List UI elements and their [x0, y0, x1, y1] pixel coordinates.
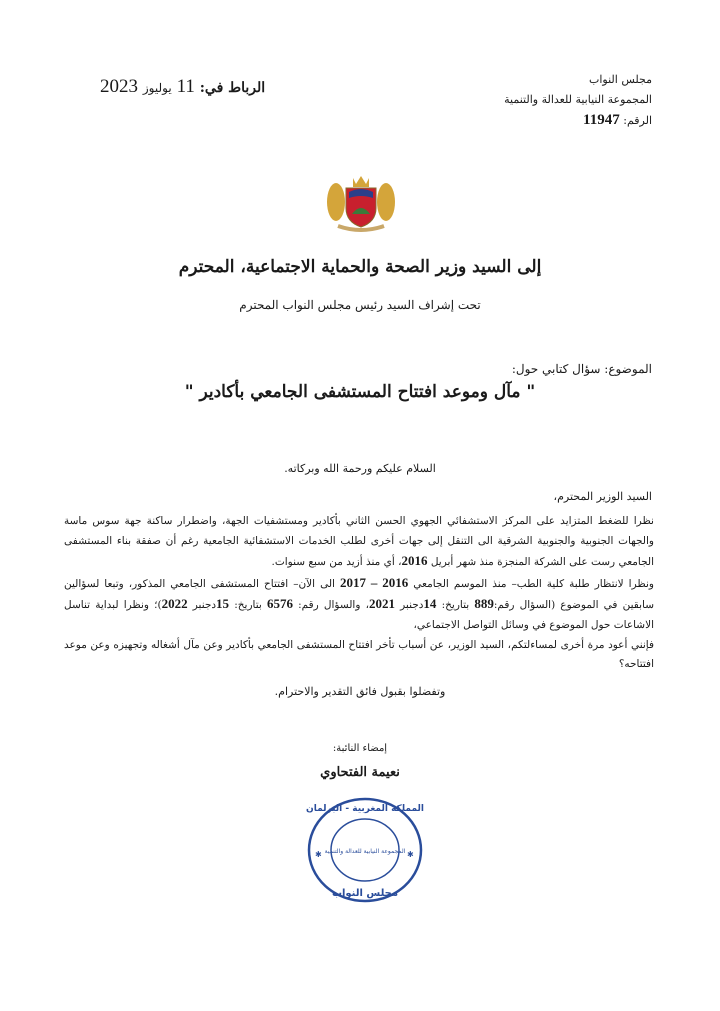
supervision-line: تحت إشراف السيد رئيس مجلس النواب المحترم	[239, 298, 481, 312]
left-lion-icon	[327, 183, 345, 221]
paragraph-3: فإنني أعود مرة أخرى لمساءلتكم، السيد الوزير، عن أسباب تأخر افتتاح المستشفى الجامعي بأكادير وعن مآل أشغاله وتجهيزه وعن موعد افتتاحه؟	[64, 638, 654, 671]
letter-body	[64, 512, 654, 675]
date-place: الرباط في:	[199, 80, 266, 96]
year-2016: 2016	[401, 553, 428, 569]
stamp-bottom-text: مجلس النواب	[331, 888, 399, 899]
right-lion-icon	[377, 183, 395, 221]
salutation: السيد الوزير المحترم،	[553, 490, 652, 503]
official-stamp	[305, 795, 425, 905]
parliamentary-group: المجموعة النيابية للعدالة والتنمية	[504, 93, 652, 106]
letterhead	[504, 70, 652, 131]
reference-line	[504, 110, 652, 131]
signatory-name: نعيمة الفتحاوي	[320, 765, 400, 780]
subject-label: الموضوع: سؤال كتابي حول:	[511, 362, 652, 376]
coat-of-arms-emblem	[320, 172, 402, 234]
reference-number: 11947	[583, 112, 620, 128]
institution-name: مجلس النواب	[589, 73, 652, 86]
date-year: 2023	[100, 76, 138, 97]
date-month: يوليوز	[142, 81, 172, 95]
paragraph-2: ونظرا لانتظار طلبة كلية الطب– منذ الموسم الجامعي 2016 – 2017 الى الآن– افتتاح المستشفى الجامعي المذكور، وتبعا لسؤالين سابقين في الموضوع (السؤال رقم:889 بتاريخ: 14دجنبر 2021، والسؤال رقم: 6576 بتاريخ: 15دجنبر 2022)؛ ونظرا لبداية تناسل الاشاعات حول الموضوع في وسائل التواصل الاجتماعي،	[64, 574, 654, 631]
addressee: إلى السيد وزير الصحة والحماية الاجتماعية، المحترم	[178, 257, 542, 277]
question-1-year: 2021	[368, 596, 395, 612]
closing-line: وتفضلوا بقبول فائق التقدير والاحترام.	[274, 685, 446, 698]
question-1-day: 14	[423, 596, 437, 612]
question-1-number: 889	[474, 596, 494, 612]
stamp-outer-text: المملكة المغربية - البرلمان	[306, 804, 424, 814]
stamp-inner-text: المجموعة النيابية للعدالة والتنمية	[324, 848, 406, 855]
star-icon: ✱	[315, 850, 322, 859]
reference-label: الرقم:	[623, 114, 652, 127]
question-2-number: 6576	[266, 596, 293, 612]
date-line	[100, 76, 265, 98]
question-2-day: 15	[216, 596, 230, 612]
crown-icon	[353, 176, 369, 187]
star-icon: ✱	[407, 850, 414, 859]
date-day: 11	[176, 76, 195, 97]
signature-label: إمضاء النائبة:	[332, 743, 388, 754]
subject-title: " مآل وموعد افتتاح المستشفى الجامعي بأكادير "	[184, 382, 536, 402]
greeting: السلام عليكم ورحمة الله وبركاته.	[284, 462, 436, 475]
question-2-year: 2022	[161, 596, 188, 612]
paragraph-1: نظرا للضغط المتزايد على المركز الاستشفائي الجهوي الحسن الثاني بأكادير ومستشفيات الجهة، واضطرار ساكنة جهة سوس ماسة والجهات الجنوبية والجنوبية الشرقية الى التنقل إلى جهات أخرى لطلب الخدمات الاستشفائية الجامعية رغم أن صفقة بناء المستشفى الجامعي رست على الشركة المنجزة منذ شهر أبريل 2016، أي منذ أزيد من سبع سنوات.	[64, 515, 654, 569]
academic-year: 2016 – 2017	[339, 574, 409, 590]
